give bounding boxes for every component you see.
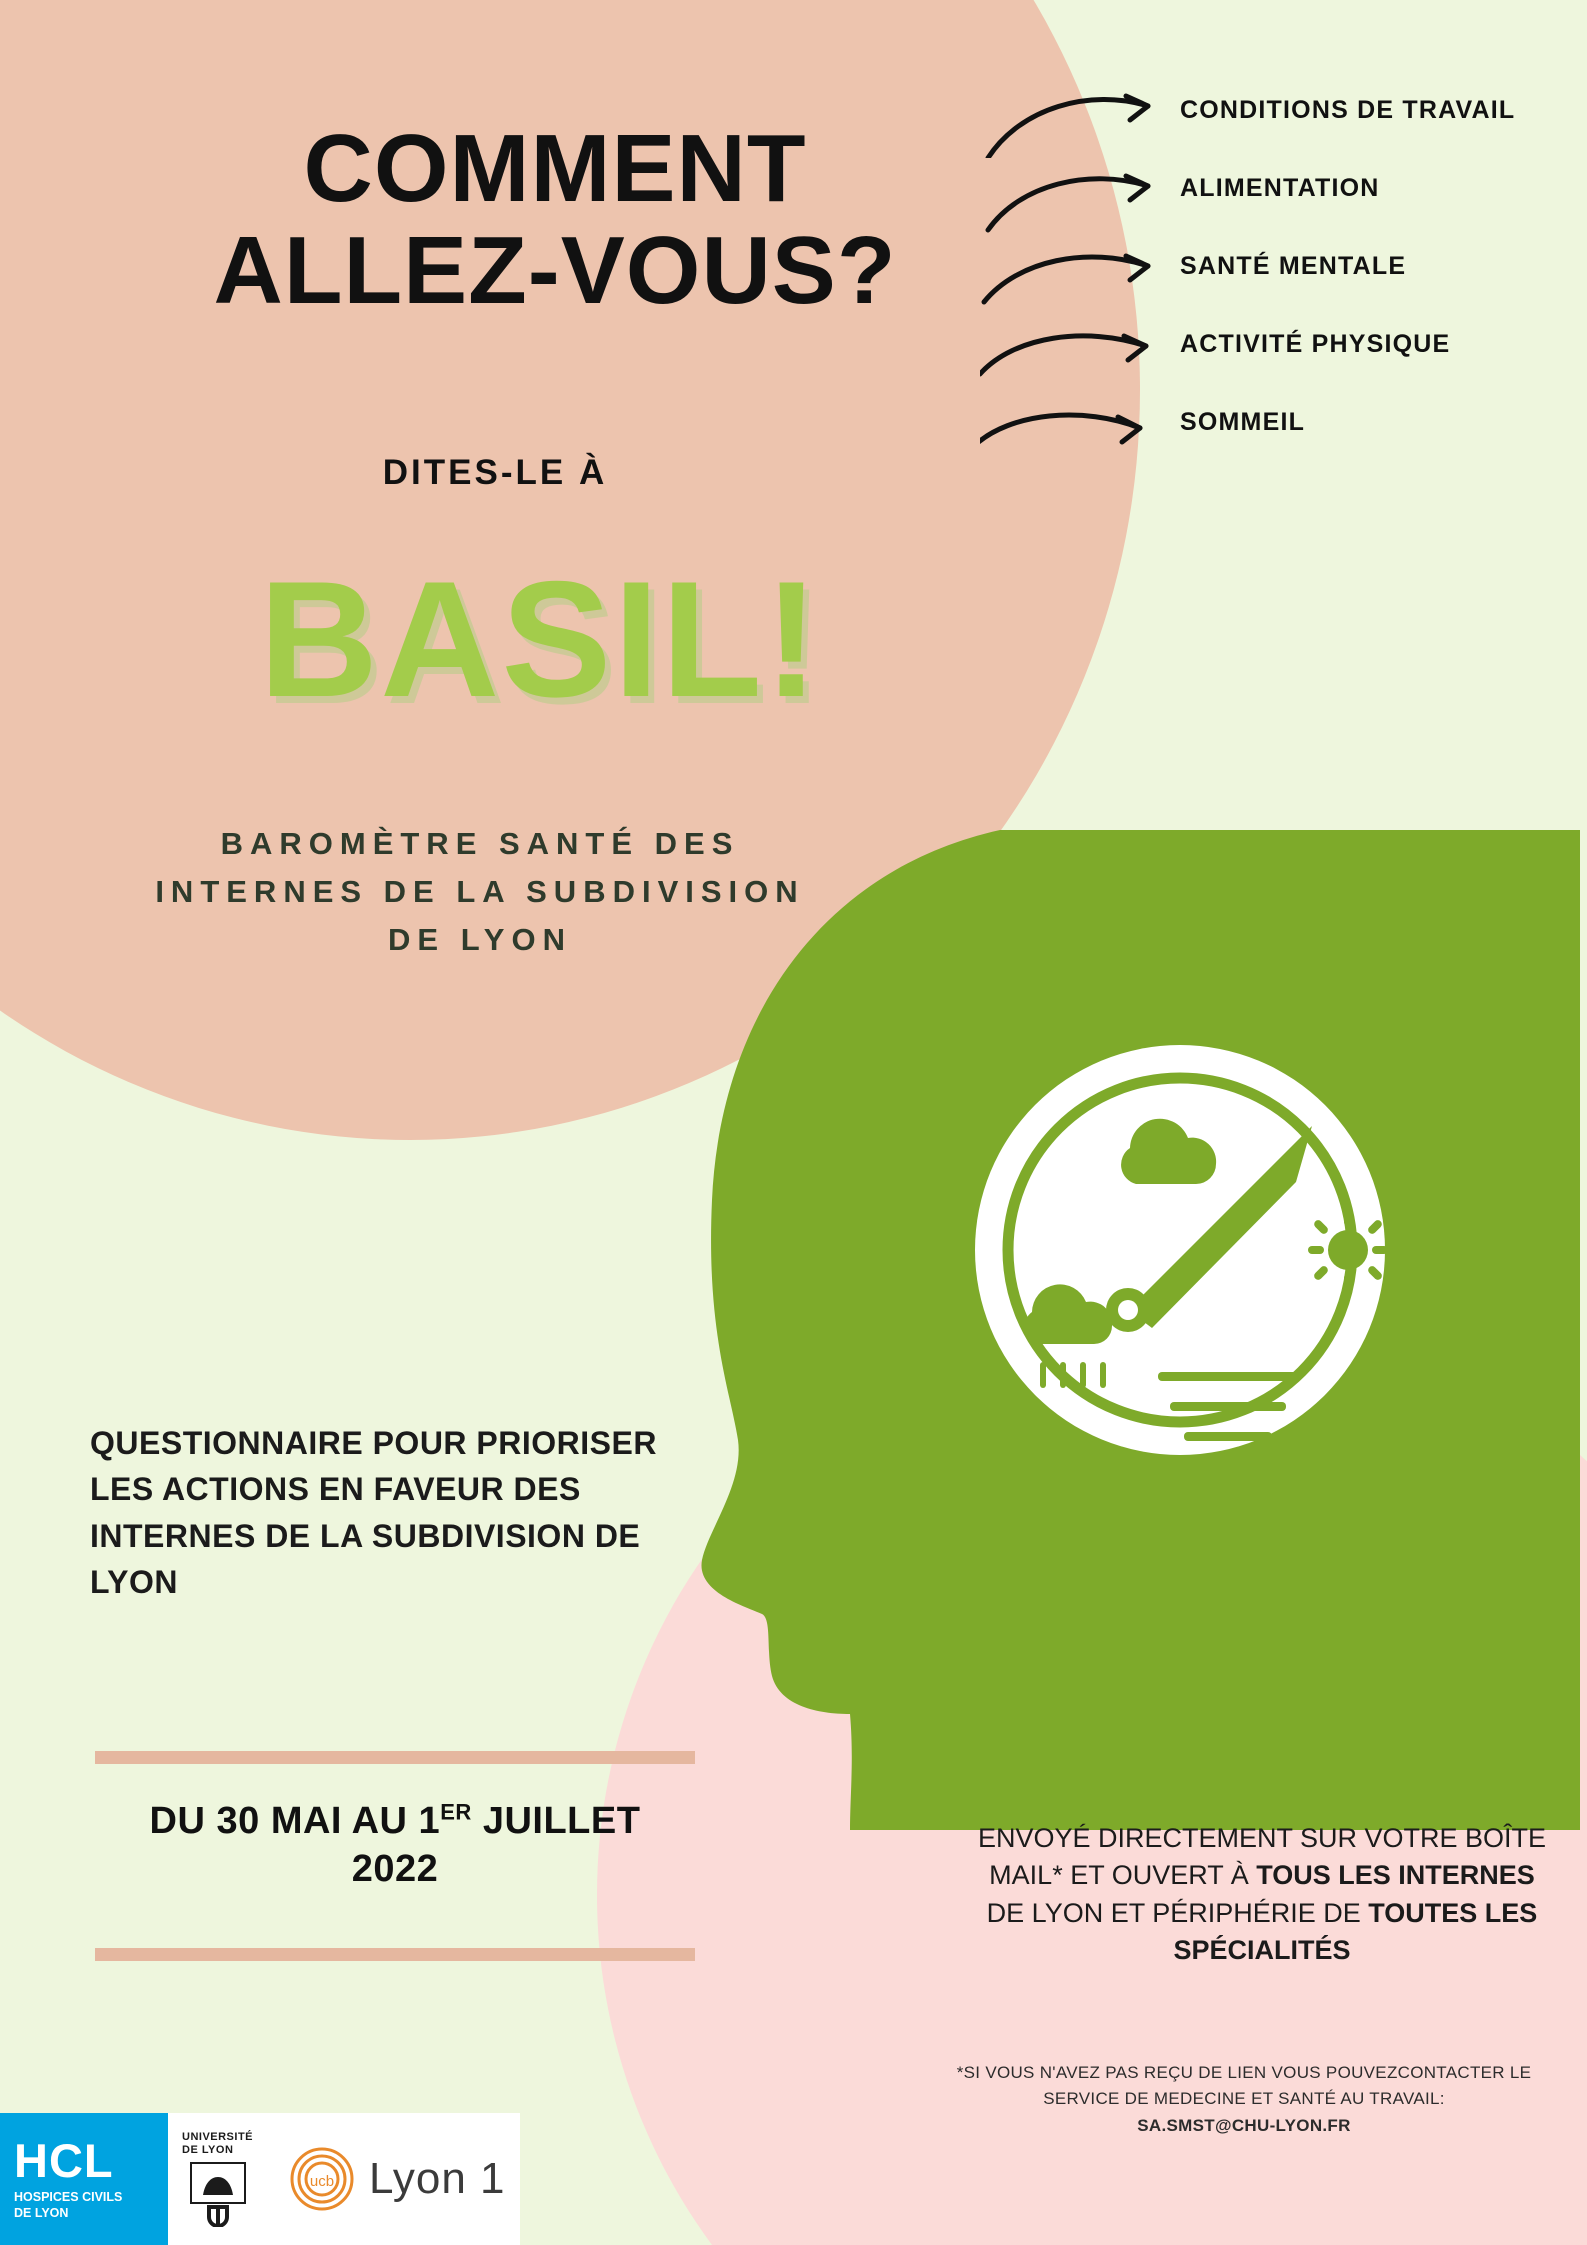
univ-line-2: DE LYON (182, 2144, 234, 2156)
note-bold-2: TOUTES LES SPÉCIALITÉS (1173, 1897, 1538, 1965)
questionnaire-description: QUESTIONNAIRE POUR PRIORISER LES ACTIONS EN FAVEUR DES INTERNES DE LA SUBDIVISION DE LYON (90, 1425, 657, 1601)
contact-email[interactable]: SA.SMST@CHU-LYON.FR (1137, 2115, 1351, 2135)
hcl-logo-subtext (14, 2190, 168, 2221)
basil-subtitle: BAROMÈTRE SANTÉ DES INTERNES DE LA SUBDIVISION DE LYON (155, 826, 805, 958)
arrow-icon (980, 314, 1170, 392)
date-rule-top (95, 1751, 695, 1764)
date-range (95, 1798, 695, 1893)
ucbl-swirl-icon (283, 2144, 361, 2214)
topic-label: ACTIVITÉ PHYSIQUE (1180, 330, 1451, 358)
sun-icon (1308, 1210, 1388, 1290)
delivery-note (977, 1820, 1547, 1969)
lion-crest-icon (189, 2161, 247, 2227)
svg-text:ucb: ucb (309, 2173, 335, 2190)
basil-brand-title: BASIL! (259, 547, 821, 731)
hcl-sub-line-2: DE LYON (14, 2205, 69, 2220)
hcl-sub-line-1: HOSPICES CIVILS (14, 2189, 123, 2204)
topic-label: ALIMENTATION (1180, 174, 1380, 202)
dites-le-a-label: DITES-LE À (382, 453, 608, 492)
headline-line-2: ALLEZ-VOUS? (213, 216, 897, 324)
topic-row (980, 158, 1570, 236)
topic-label: SOMMEIL (1180, 408, 1306, 436)
footnote-line-1: *SI VOUS N'AVEZ PAS REÇU DE LIEN VOUS POUVEZCONTACTER LE (956, 2063, 1532, 2082)
university-lyon1-logo (168, 2113, 520, 2245)
topic-label: SANTÉ MENTALE (1180, 252, 1407, 280)
lyon1-label: Lyon 1 (369, 2154, 506, 2203)
arrow-icon (980, 392, 1170, 470)
note-plain-2: DE LYON ET PÉRIPHÉRIE DE (986, 1897, 1369, 1928)
date-line-2: 2022 (351, 1847, 439, 1890)
head-svg (700, 830, 1580, 1830)
date-line-1b: JUILLET (471, 1800, 641, 1842)
head-silhouette-illustration (700, 830, 1580, 1830)
footnote (949, 2060, 1539, 2139)
universite-de-lyon-block (182, 2131, 253, 2227)
headline-line-1: COMMENT (303, 115, 807, 222)
topic-label: CONDITIONS DE TRAVAIL (1180, 96, 1516, 124)
hcl-logo (0, 2113, 168, 2245)
topic-row (980, 314, 1570, 392)
universite-label (182, 2131, 253, 2157)
arrow-icon (980, 236, 1170, 314)
arrow-icon (980, 80, 1170, 158)
note-bold-1: TOUS LES INTERNES (1256, 1860, 1535, 1891)
hcl-logo-text: HCL (14, 2133, 114, 2187)
logo-bar (0, 2113, 520, 2245)
footnote-line-2: SERVICE DE MEDECINE ET SANTÉ AU TRAVAIL: (1043, 2089, 1445, 2109)
arrow-icon (980, 158, 1170, 236)
note-plain-1: ENVOYÉ DIRECTEMENT SUR VOTRE BOÎTE MAIL* ET OUVERT À (977, 1823, 1547, 1891)
topic-row (980, 80, 1570, 158)
univ-line-1: UNIVERSITÉ (182, 2130, 254, 2143)
date-rule-bottom (95, 1948, 695, 1961)
topic-row (980, 236, 1570, 314)
topics-list (980, 80, 1570, 470)
date-line-1: DU 30 MAI AU 1 (149, 1800, 441, 1842)
page-title (60, 115, 1050, 324)
topic-row (980, 392, 1570, 470)
date-superscript: ER (440, 1799, 472, 1825)
